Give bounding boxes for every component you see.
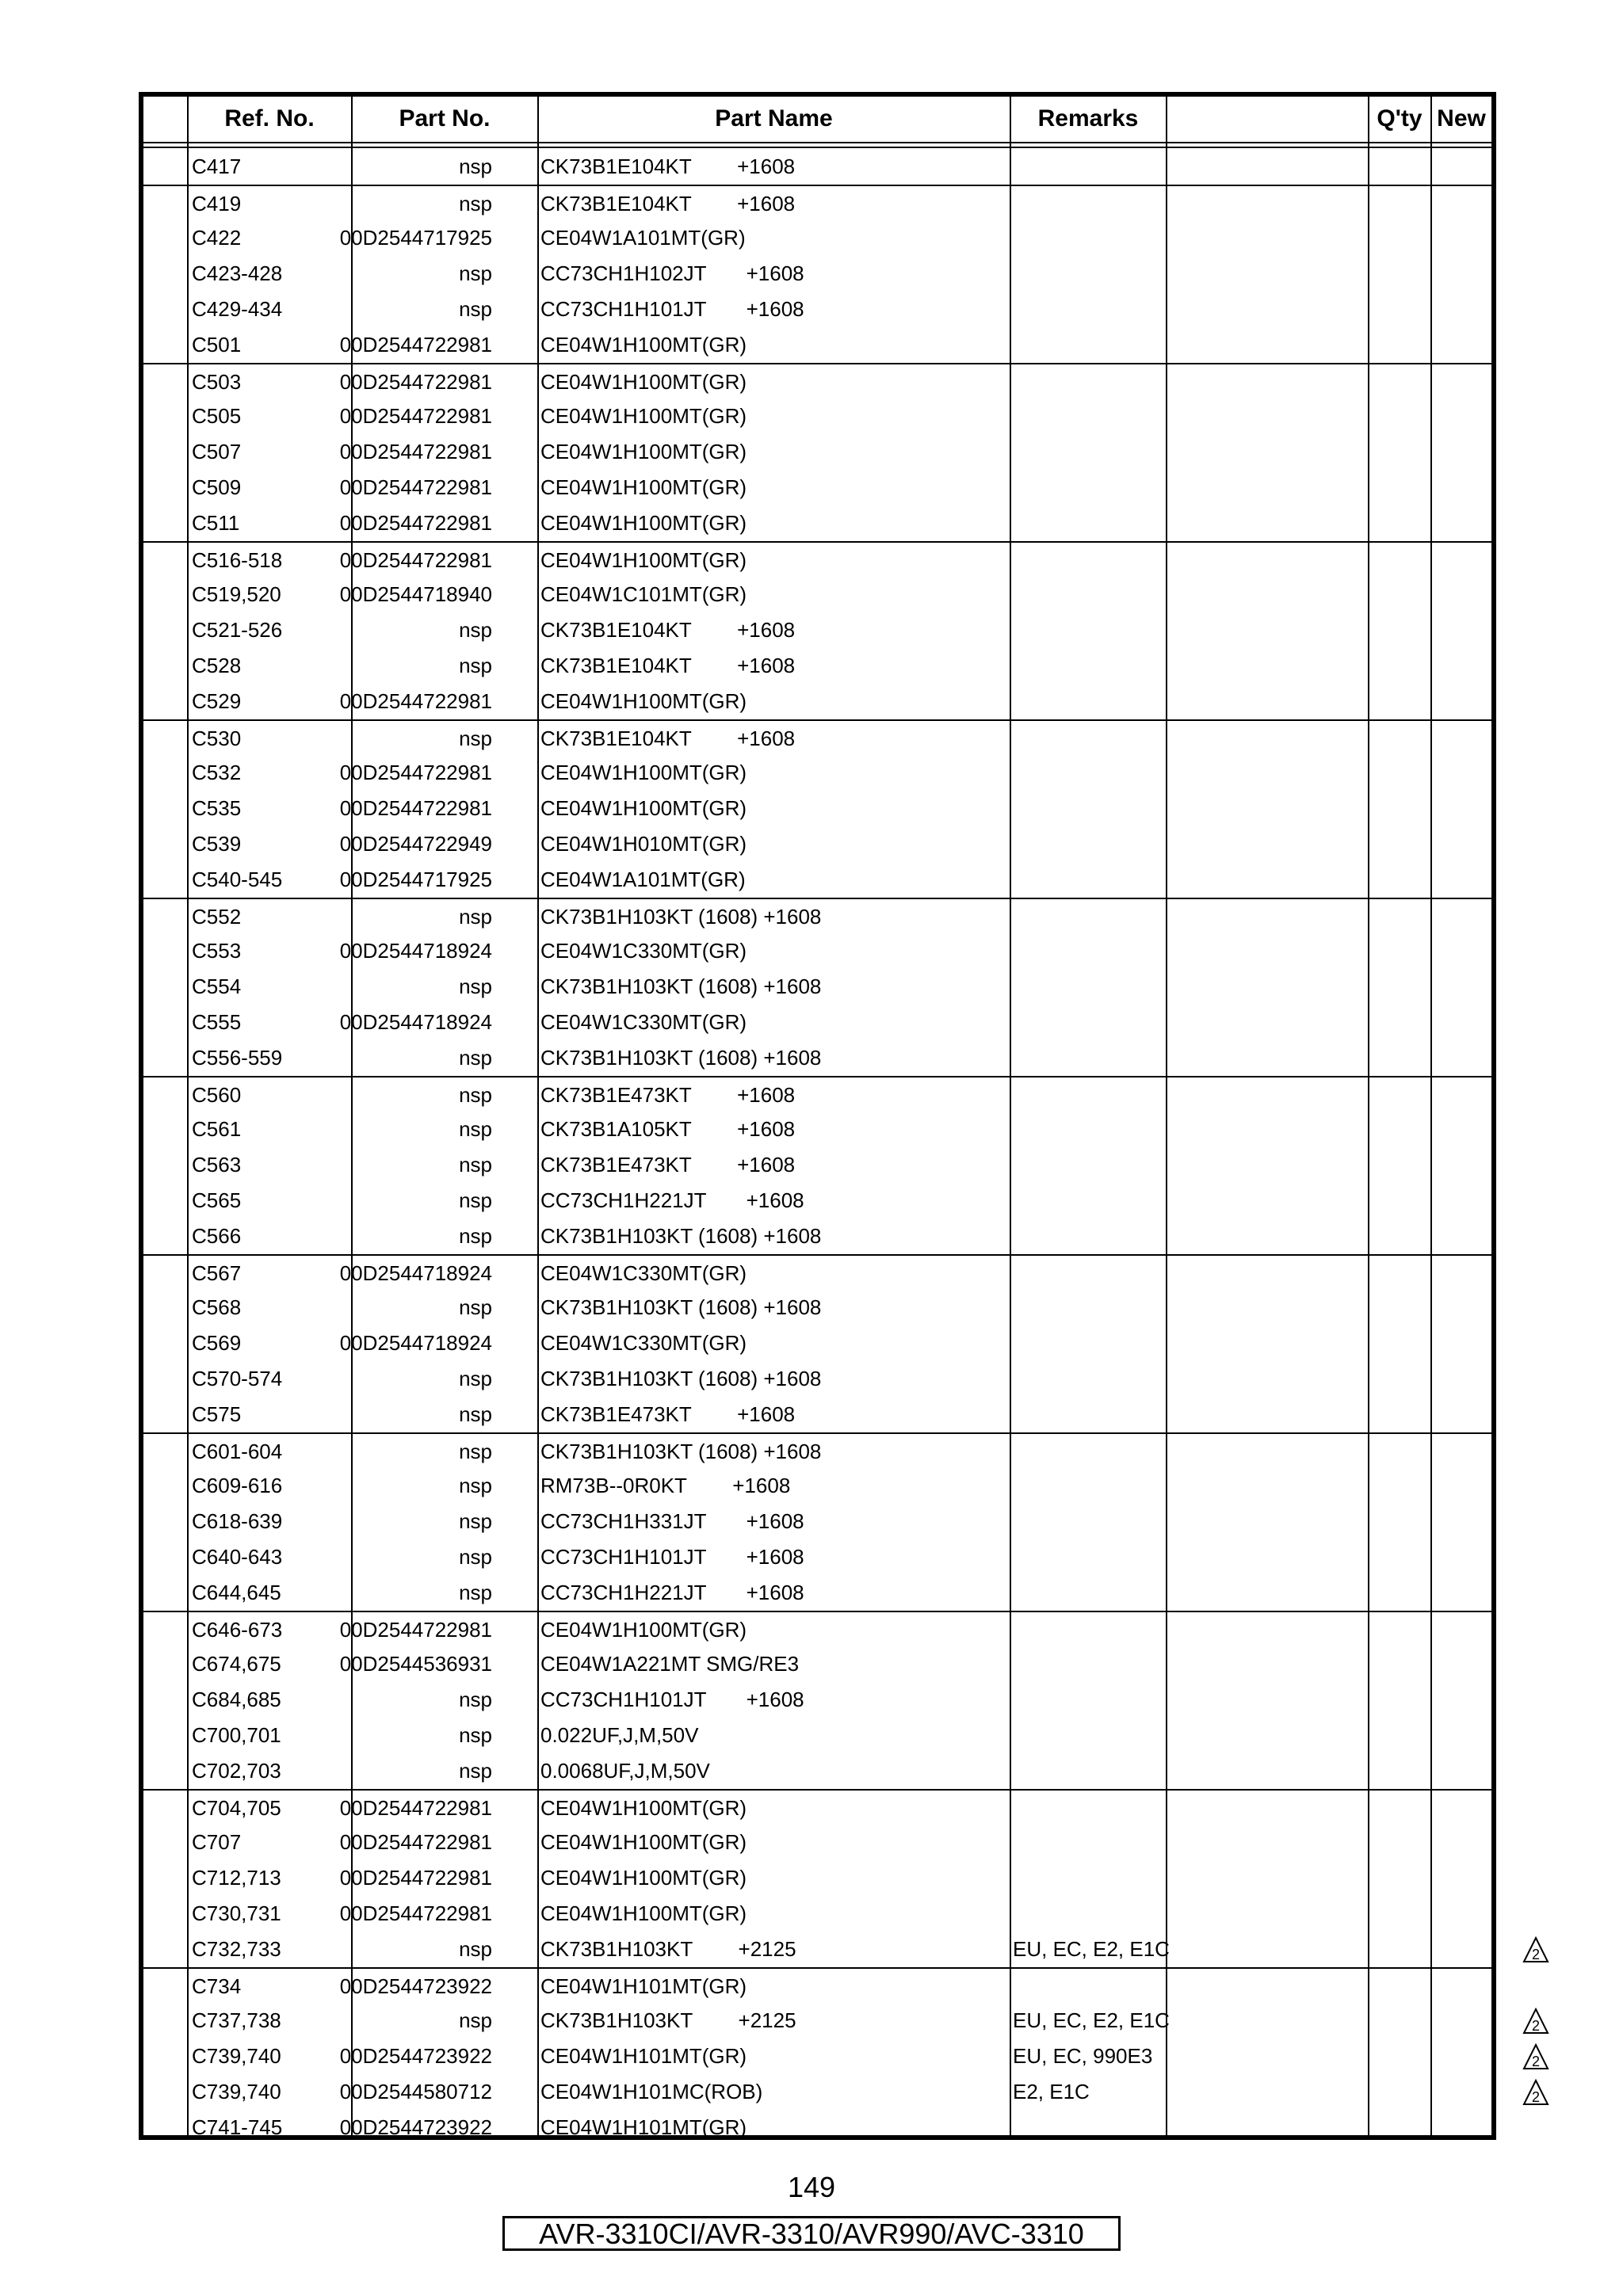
part-name-cell: CK73B1E104KT +1608 bbox=[540, 618, 796, 642]
part-name-cell: CK73B1H103KT (1608) +1608 bbox=[540, 1440, 822, 1463]
part-name-cell: 0.022UF,J,M,50V bbox=[540, 1723, 699, 1747]
part-no-cell: nsp bbox=[459, 1581, 492, 1604]
table-row bbox=[143, 791, 1491, 826]
table-row bbox=[143, 612, 1491, 648]
ref-no-cell: C535 bbox=[192, 796, 242, 820]
part-name-cell: CC73CH1H221JT +1608 bbox=[540, 1581, 804, 1604]
part-no-cell: nsp bbox=[459, 1153, 492, 1177]
table-row bbox=[143, 1468, 1491, 1504]
part-name-cell: RM73B--0R0KT +1608 bbox=[540, 1474, 791, 1497]
remarks-cell: E2, E1C bbox=[1013, 2080, 1090, 2103]
part-no-cell: nsp bbox=[459, 727, 492, 750]
part-no-cell: 00D2544580712 bbox=[339, 2080, 492, 2103]
part-name-cell: CE04W1H100MT(GR) bbox=[540, 475, 747, 499]
table-row bbox=[143, 149, 1491, 185]
part-no-cell: nsp bbox=[459, 1688, 492, 1711]
part-no-cell: nsp bbox=[459, 1188, 492, 1212]
table-row bbox=[143, 1147, 1491, 1183]
ref-no-cell: C555 bbox=[192, 1010, 242, 1034]
ref-no-cell: C532 bbox=[192, 761, 242, 784]
table-row bbox=[143, 505, 1491, 541]
ref-no-cell: C734 bbox=[192, 1974, 242, 1998]
ref-no-cell: C539 bbox=[192, 832, 242, 856]
table-row bbox=[143, 1932, 1491, 1967]
part-name-cell: CE04W1H100MT(GR) bbox=[540, 1796, 747, 1820]
part-name-cell: CE04W1H101MT(GR) bbox=[540, 2115, 747, 2139]
part-name-cell: CK73B1E473KT +1608 bbox=[540, 1402, 796, 1426]
part-no-cell: 00D2544722981 bbox=[339, 796, 492, 820]
ref-no-cell: C561 bbox=[192, 1117, 242, 1141]
ref-no-cell: C684,685 bbox=[192, 1688, 281, 1711]
part-no-cell: 00D2544718924 bbox=[339, 1331, 492, 1355]
part-name-cell: 0.0068UF,J,M,50V bbox=[540, 1759, 710, 1783]
part-name-cell: CE04W1H100MT(GR) bbox=[540, 1866, 747, 1890]
table-row bbox=[143, 1967, 1491, 2004]
part-name-cell: CE04W1H100MT(GR) bbox=[540, 1901, 747, 1925]
ref-no-cell: C707 bbox=[192, 1830, 242, 1854]
header-new: New bbox=[1437, 105, 1486, 132]
header-part-no: Part No. bbox=[399, 105, 491, 132]
ref-no-cell: C702,703 bbox=[192, 1759, 281, 1783]
ref-no-cell: C570-574 bbox=[192, 1367, 283, 1390]
table-row bbox=[143, 1718, 1491, 1753]
table-row bbox=[143, 577, 1491, 612]
remarks-cell: EU, EC, 990E3 bbox=[1013, 2044, 1153, 2068]
header-part-name: Part Name bbox=[715, 105, 833, 132]
part-name-cell: CK73B1E104KT +1608 bbox=[540, 654, 796, 677]
part-name-cell: CC73CH1H331JT +1608 bbox=[540, 1509, 804, 1533]
table-row bbox=[143, 1539, 1491, 1575]
part-no-cell: nsp bbox=[459, 192, 492, 215]
ref-no-cell: C511 bbox=[192, 511, 240, 535]
part-name-cell: CK73B1H103KT (1608) +1608 bbox=[540, 1295, 822, 1319]
table-row bbox=[143, 1325, 1491, 1361]
ref-no-cell: C553 bbox=[192, 939, 242, 963]
part-no-cell: 00D2544722981 bbox=[339, 689, 492, 713]
part-name-cell: CE04W1H100MT(GR) bbox=[540, 333, 747, 357]
revision-number: 2 bbox=[1531, 2018, 1541, 2034]
table-row bbox=[143, 327, 1491, 363]
header-qty: Q'ty bbox=[1377, 105, 1423, 132]
ref-no-cell: C601-604 bbox=[192, 1440, 283, 1463]
part-no-cell: 00D2544718924 bbox=[339, 1010, 492, 1034]
ref-no-cell: C712,713 bbox=[192, 1866, 281, 1890]
part-name-cell: CE04W1C101MT(GR) bbox=[540, 582, 747, 606]
table-row bbox=[143, 969, 1491, 1005]
part-no-cell: 00D2544722981 bbox=[339, 1901, 492, 1925]
part-no-cell: nsp bbox=[459, 1295, 492, 1319]
part-no-cell: 00D2544717925 bbox=[339, 226, 492, 250]
ref-no-cell: C618-639 bbox=[192, 1509, 283, 1533]
ref-no-cell: C529 bbox=[192, 689, 242, 713]
part-no-cell: nsp bbox=[459, 1474, 492, 1497]
ref-no-cell: C560 bbox=[192, 1083, 242, 1107]
part-name-cell: CK73B1H103KT (1608) +1608 bbox=[540, 1046, 822, 1070]
part-name-cell: CK73B1E104KT +1608 bbox=[540, 154, 796, 178]
ref-no-cell: C568 bbox=[192, 1295, 242, 1319]
table-row bbox=[143, 826, 1491, 862]
part-name-cell: CE04W1C330MT(GR) bbox=[540, 1261, 747, 1285]
ref-no-cell: C417 bbox=[192, 154, 242, 178]
part-name-cell: CE04W1H100MT(GR) bbox=[540, 370, 747, 394]
part-no-cell: 00D2544722981 bbox=[339, 1830, 492, 1854]
table-row bbox=[143, 1504, 1491, 1539]
table-row bbox=[143, 898, 1491, 935]
part-name-cell: CE04W1H100MT(GR) bbox=[540, 689, 747, 713]
part-name-cell: CE04W1H100MT(GR) bbox=[540, 761, 747, 784]
part-name-cell: CE04W1H100MT(GR) bbox=[540, 511, 747, 535]
part-name-cell: CE04W1C330MT(GR) bbox=[540, 1010, 747, 1034]
table-row bbox=[143, 1432, 1491, 1470]
part-name-cell: CE04W1H100MT(GR) bbox=[540, 796, 747, 820]
part-no-cell: nsp bbox=[459, 1937, 492, 1961]
ref-no-cell: C640-643 bbox=[192, 1545, 283, 1569]
part-name-cell: CE04W1H101MT(GR) bbox=[540, 2044, 747, 2068]
table-row bbox=[143, 755, 1491, 791]
part-name-cell: CK73B1E473KT +1608 bbox=[540, 1083, 796, 1107]
table-row bbox=[143, 2003, 1491, 2039]
part-no-cell: nsp bbox=[459, 1367, 492, 1390]
part-name-cell: CC73CH1H102JT +1608 bbox=[540, 261, 804, 285]
ref-no-cell: C554 bbox=[192, 974, 242, 998]
table-row bbox=[143, 2039, 1491, 2074]
table-row bbox=[143, 185, 1491, 222]
ref-no-cell: C674,675 bbox=[192, 1652, 281, 1676]
ref-no-cell: C503 bbox=[192, 370, 242, 394]
part-no-cell: 00D2544718924 bbox=[339, 1261, 492, 1285]
part-name-cell: CK73B1A105KT +1608 bbox=[540, 1117, 796, 1141]
revision-number: 2 bbox=[1531, 2089, 1541, 2105]
table-row bbox=[143, 1219, 1491, 1254]
ref-no-cell: C739,740 bbox=[192, 2044, 281, 2068]
part-no-cell: nsp bbox=[459, 618, 492, 642]
part-no-cell: 00D2544723922 bbox=[339, 2115, 492, 2139]
part-no-cell: nsp bbox=[459, 1545, 492, 1569]
part-no-cell: nsp bbox=[459, 905, 492, 929]
ref-no-cell: C566 bbox=[192, 1224, 242, 1248]
table-row bbox=[143, 1397, 1491, 1432]
ref-no-cell: C528 bbox=[192, 654, 242, 677]
part-name-cell: CE04W1C330MT(GR) bbox=[540, 1331, 747, 1355]
ref-no-cell: C609-616 bbox=[192, 1474, 283, 1497]
part-name-cell: CK73B1E473KT +1608 bbox=[540, 1153, 796, 1177]
part-name-cell: CC73CH1H101JT +1608 bbox=[540, 297, 804, 321]
part-name-cell: CE04W1H100MT(GR) bbox=[540, 1618, 747, 1642]
revision-triangle-icon bbox=[1522, 2079, 1549, 2106]
table-row bbox=[143, 1112, 1491, 1147]
part-name-cell: CE04W1H010MT(GR) bbox=[540, 832, 747, 856]
ref-no-cell: C422 bbox=[192, 226, 242, 250]
part-no-cell: 00D2544722981 bbox=[339, 333, 492, 357]
part-no-cell: 00D2544717925 bbox=[339, 868, 492, 891]
ref-no-cell: C552 bbox=[192, 905, 242, 929]
part-name-cell: CK73B1H103KT (1608) +1608 bbox=[540, 1224, 822, 1248]
ref-no-cell: C540-545 bbox=[192, 868, 283, 891]
table-row bbox=[143, 434, 1491, 470]
part-name-cell: CK73B1H103KT +2125 bbox=[540, 1937, 796, 1961]
part-no-cell: nsp bbox=[459, 1402, 492, 1426]
part-no-cell: 00D2544722981 bbox=[339, 548, 492, 572]
table-row bbox=[143, 862, 1491, 898]
part-no-cell: 00D2544722981 bbox=[339, 1618, 492, 1642]
table-row bbox=[143, 363, 1491, 400]
part-name-cell: CK73B1H103KT (1608) +1608 bbox=[540, 1367, 822, 1390]
ref-no-cell: C509 bbox=[192, 475, 242, 499]
ref-no-cell: C567 bbox=[192, 1261, 242, 1285]
part-no-cell: 00D2544722981 bbox=[339, 475, 492, 499]
table-row bbox=[143, 1825, 1491, 1860]
table-row bbox=[143, 1254, 1491, 1291]
table-row bbox=[143, 470, 1491, 505]
ref-no-cell: C556-559 bbox=[192, 1046, 283, 1070]
parts-list-table bbox=[139, 92, 1496, 2140]
table-row bbox=[143, 684, 1491, 719]
part-no-cell: 00D2544722981 bbox=[339, 370, 492, 394]
part-no-cell: 00D2544723922 bbox=[339, 1974, 492, 1998]
table-row bbox=[143, 1040, 1491, 1076]
ref-no-cell: C423-428 bbox=[192, 261, 283, 285]
part-no-cell: 00D2544722981 bbox=[339, 440, 492, 463]
part-no-cell: 00D2544718924 bbox=[339, 939, 492, 963]
revision-number: 2 bbox=[1531, 1947, 1541, 1962]
part-no-cell: nsp bbox=[459, 154, 492, 178]
ref-no-cell: C501 bbox=[192, 333, 242, 357]
ref-no-cell: C419 bbox=[192, 192, 242, 215]
table-row bbox=[143, 1290, 1491, 1325]
ref-no-cell: C739,740 bbox=[192, 2080, 281, 2103]
part-no-cell: nsp bbox=[459, 1440, 492, 1463]
part-no-cell: 00D2544722981 bbox=[339, 761, 492, 784]
part-no-cell: nsp bbox=[459, 1083, 492, 1107]
ref-no-cell: C700,701 bbox=[192, 1723, 281, 1747]
part-no-cell: 00D2544722981 bbox=[339, 404, 492, 428]
ref-no-cell: C646-673 bbox=[192, 1618, 283, 1642]
part-no-cell: nsp bbox=[459, 2008, 492, 2032]
header-ref-no: Ref. No. bbox=[224, 105, 315, 132]
part-name-cell: CE04W1C330MT(GR) bbox=[540, 939, 747, 963]
revision-triangle-icon bbox=[1522, 2043, 1549, 2070]
table-row bbox=[143, 1860, 1491, 1896]
part-name-cell: CE04W1H101MC(ROB) bbox=[540, 2080, 763, 2103]
part-no-cell: 00D2544722981 bbox=[339, 1796, 492, 1820]
part-name-cell: CC73CH1H101JT +1608 bbox=[540, 1688, 804, 1711]
table-row bbox=[143, 399, 1491, 434]
part-name-cell: CC73CH1H101JT +1608 bbox=[540, 1545, 804, 1569]
ref-no-cell: C429-434 bbox=[192, 297, 283, 321]
ref-no-cell: C741-745 bbox=[192, 2115, 283, 2139]
table-row bbox=[143, 1611, 1491, 1648]
part-name-cell: CK73B1H103KT (1608) +1608 bbox=[540, 905, 822, 929]
table-row bbox=[143, 292, 1491, 327]
part-name-cell: CE04W1H100MT(GR) bbox=[540, 404, 747, 428]
table-row bbox=[143, 1682, 1491, 1718]
part-no-cell: nsp bbox=[459, 1224, 492, 1248]
table-row bbox=[143, 2110, 1491, 2145]
part-no-cell: nsp bbox=[459, 1046, 492, 1070]
part-no-cell: nsp bbox=[459, 261, 492, 285]
part-name-cell: CK73B1E104KT +1608 bbox=[540, 192, 796, 215]
revision-number: 2 bbox=[1531, 2054, 1541, 2069]
ref-no-cell: C505 bbox=[192, 404, 242, 428]
ref-no-cell: C563 bbox=[192, 1153, 242, 1177]
part-name-cell: CK73B1H103KT (1608) +1608 bbox=[540, 974, 822, 998]
part-no-cell: 00D2544723922 bbox=[339, 2044, 492, 2068]
table-row bbox=[143, 1183, 1491, 1219]
table-row bbox=[143, 1896, 1491, 1932]
ref-no-cell: C516-518 bbox=[192, 548, 283, 572]
part-no-cell: 00D2544722981 bbox=[339, 1866, 492, 1890]
ref-no-cell: C507 bbox=[192, 440, 242, 463]
remarks-cell: EU, EC, E2, E1C bbox=[1013, 2008, 1170, 2032]
table-row bbox=[143, 1753, 1491, 1789]
table-row bbox=[143, 2074, 1491, 2110]
part-name-cell: CK73B1E104KT +1608 bbox=[540, 727, 796, 750]
part-no-cell: nsp bbox=[459, 1759, 492, 1783]
part-no-cell: nsp bbox=[459, 1117, 492, 1141]
table-row bbox=[143, 1361, 1491, 1397]
part-name-cell: CK73B1H103KT +2125 bbox=[540, 2008, 796, 2032]
ref-no-cell: C575 bbox=[192, 1402, 242, 1426]
page-number: 149 bbox=[787, 2171, 836, 2203]
header-remarks: Remarks bbox=[1037, 105, 1139, 132]
part-name-cell: CE04W1H100MT(GR) bbox=[540, 440, 747, 463]
table-row bbox=[143, 541, 1491, 578]
revision-triangle-icon bbox=[1522, 1936, 1549, 1963]
part-no-cell: nsp bbox=[459, 974, 492, 998]
table-row bbox=[143, 1646, 1491, 1682]
ref-no-cell: C530 bbox=[192, 727, 242, 750]
part-no-cell: nsp bbox=[459, 297, 492, 321]
ref-no-cell: C644,645 bbox=[192, 1581, 281, 1604]
table-row bbox=[143, 256, 1491, 292]
part-no-cell: 00D2544722949 bbox=[339, 832, 492, 856]
ref-no-cell: C569 bbox=[192, 1331, 242, 1355]
header-divider bbox=[143, 147, 1491, 148]
table-row bbox=[143, 1005, 1491, 1040]
part-no-cell: 00D2544722981 bbox=[339, 511, 492, 535]
table-row bbox=[143, 719, 1491, 757]
part-no-cell: nsp bbox=[459, 1509, 492, 1533]
part-no-cell: 00D2544718940 bbox=[339, 582, 492, 606]
table-row bbox=[143, 1789, 1491, 1826]
part-no-cell: nsp bbox=[459, 1723, 492, 1747]
header-divider bbox=[143, 142, 1491, 143]
part-name-cell: CE04W1A101MT(GR) bbox=[540, 226, 746, 250]
model-name-box: AVR-3310CI/AVR-3310/AVR990/AVC-3310 bbox=[502, 2216, 1121, 2251]
ref-no-cell: C521-526 bbox=[192, 618, 283, 642]
table-row bbox=[143, 648, 1491, 684]
ref-no-cell: C732,733 bbox=[192, 1937, 281, 1961]
table-row bbox=[143, 1076, 1491, 1113]
table-row bbox=[143, 220, 1491, 256]
ref-no-cell: C730,731 bbox=[192, 1901, 281, 1925]
part-name-cell: CE04W1H101MT(GR) bbox=[540, 1974, 747, 1998]
table-row bbox=[143, 933, 1491, 969]
part-no-cell: 00D2544536931 bbox=[339, 1652, 492, 1676]
ref-no-cell: C737,738 bbox=[192, 2008, 281, 2032]
remarks-cell: EU, EC, E2, E1C bbox=[1013, 1937, 1170, 1961]
part-name-cell: CC73CH1H221JT +1608 bbox=[540, 1188, 804, 1212]
part-name-cell: CE04W1H100MT(GR) bbox=[540, 548, 747, 572]
ref-no-cell: C704,705 bbox=[192, 1796, 281, 1820]
part-name-cell: CE04W1A101MT(GR) bbox=[540, 868, 746, 891]
ref-no-cell: C519,520 bbox=[192, 582, 281, 606]
revision-triangle-icon bbox=[1522, 2008, 1549, 2035]
part-name-cell: CE04W1A221MT SMG/RE3 bbox=[540, 1652, 800, 1676]
part-name-cell: CE04W1H100MT(GR) bbox=[540, 1830, 747, 1854]
ref-no-cell: C565 bbox=[192, 1188, 242, 1212]
part-no-cell: nsp bbox=[459, 654, 492, 677]
table-row bbox=[143, 1575, 1491, 1611]
